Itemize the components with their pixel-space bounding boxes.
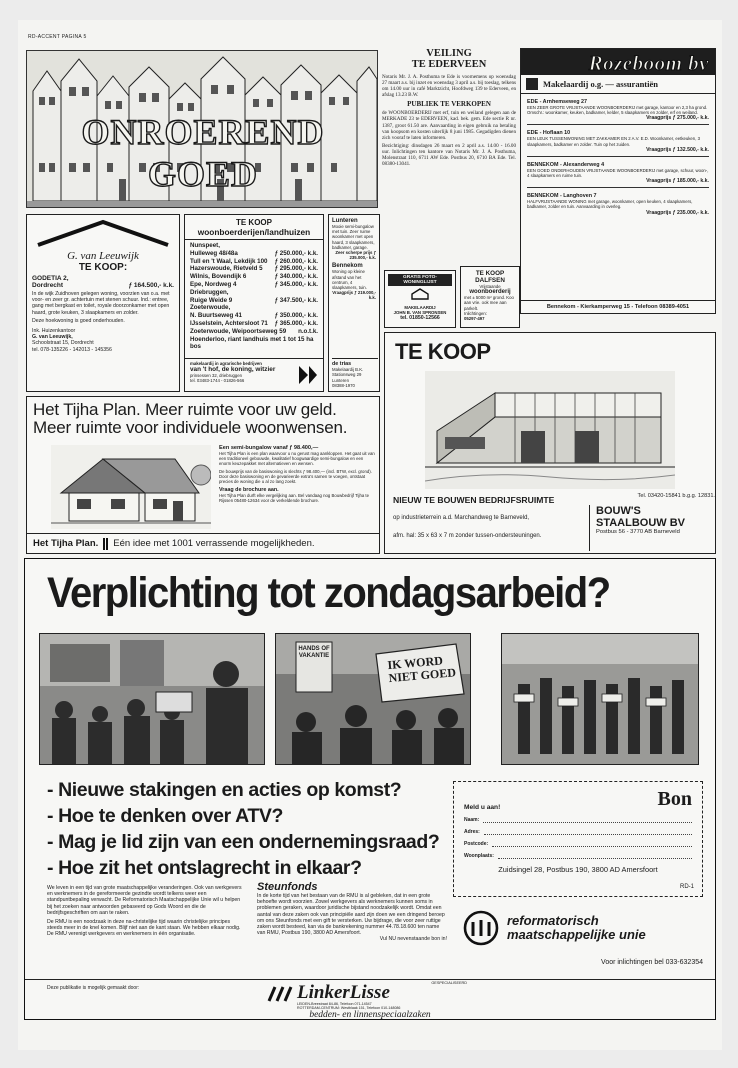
rozeboom-logo-bar (521, 49, 715, 75)
woonboerderijen-agent (185, 358, 323, 391)
van-leeuwijk-address: GODETIA 2, (32, 275, 69, 282)
tijha-plan-ad (26, 396, 380, 554)
veiling-title-1: VEILING (426, 48, 472, 59)
lunteren-price: Zeer scherpe prijs ƒ 235.000,- k.k. (335, 250, 376, 261)
tijha-promo (219, 445, 375, 504)
van-leeuwijk-price: ƒ 164.500,- k.k. (128, 282, 174, 289)
strike-photo-3 (501, 633, 699, 765)
listing-price: Vraagprijs ƒ 132.500,- k.k. (646, 146, 709, 153)
veiling-column (382, 48, 516, 248)
van-leeuwijk-city: Dordrecht (32, 282, 64, 289)
sponsor-tag: GESPECIALISEERD (431, 981, 467, 985)
rmu-headline: Verplichting tot zondagsarbeid? (47, 569, 610, 617)
rmu-ad (24, 558, 716, 1020)
van-leeuwijk-extra: Deze hoekwoning is goed onderhouden. (32, 317, 125, 324)
tijha-promo-title: Een semi-bungalow vanaf ƒ 98.400,— (219, 445, 319, 451)
strike-photo-2 (275, 633, 471, 765)
rmu-questions (47, 777, 439, 881)
tijha-headline (27, 397, 379, 437)
rozeboom-tagline-row (521, 75, 715, 94)
dalfsen-sub: Vrijstaande (479, 284, 501, 289)
listing-title: EDE - Hoflaan 10 (527, 130, 571, 137)
van-leeuwijk-description: In de wijk Zuidhoven gelegen woning, voorzien van o.a. met voor- en zeer gr. achtertuin met stenen schuur. Ind.: entree, gang met bergkast en toilet, royale doorzonkamer met open haard, grote keuken, 3 slaapkamers en zolder. (32, 291, 170, 316)
rmu-question: - Hoe zit het ontslagrecht in elkaar? (47, 857, 362, 879)
onroerend-goed-banner (26, 50, 378, 208)
coupon-postcode-field[interactable]: Postcode: (464, 841, 692, 847)
sponsor-slogan: bedden- en linnenspeciaalzaken (309, 1010, 431, 1020)
dalfsen-heading-2: DALFSEN (475, 277, 505, 284)
coupon-call: Meld u aan! (464, 804, 501, 811)
semi-bungalow-illustration (51, 445, 211, 529)
bouws-staalbouw-ad (384, 332, 716, 554)
bouws-brand-1: BOUW'S (596, 505, 641, 517)
strike-photo-1 (39, 633, 265, 765)
tijha-footer-brand: Het Tijha Plan. (33, 538, 99, 549)
listing-item (527, 193, 709, 215)
dalfsen-ad (460, 266, 520, 328)
list-item: Hulleweg 48/48a ƒ 250.000,- k.k. (190, 249, 318, 257)
coupon-address-field[interactable]: Adres: (464, 829, 692, 835)
listing-price: Vraagprijs ƒ 235.000,- k.k. (646, 209, 709, 216)
lunteren-agent (332, 358, 378, 388)
rmu-org-1: reformatorisch (507, 913, 599, 928)
listing-text: EEN GOED ONDERHOUDEN VRIJSTAANDE WOONBOERDERIJ met garage, schuur, woon-, 4 slaapkamers en ruime tuin. (527, 167, 709, 179)
list-item: Zoeterwoude, Weipoortseweg 59 n.o.t.k. (190, 327, 318, 335)
lunteren-ad (328, 214, 380, 392)
agent-label: makelaardij in agrarische bedrijven (190, 361, 262, 366)
rozeboom-ad (520, 48, 716, 314)
agent-logo-icon (297, 364, 319, 386)
industrial-hall-illustration (425, 371, 675, 489)
house-roof-icon (32, 219, 174, 247)
gratis-foto-tel: tel. 01850-12566 (400, 315, 440, 322)
listing-text: HALFVRIJSTAANDE WONING met garage, woonkamer, open keuken, 4 slaapkamers, badkamer, zolder en tuin. Aanvaarding in overleg. (527, 199, 693, 210)
page-header: RD-ACCENT PAGINA 5 (28, 34, 87, 40)
tijha-footer-slogan: Eén idee met 1001 verrassende mogelijkheden. (113, 538, 315, 549)
coupon-name-field[interactable]: Naam: (464, 817, 692, 823)
listing-title: EDE - Arnhemseweg 27 (527, 99, 588, 105)
dalfsen-heading-1: TE KOOP (475, 270, 505, 277)
tijha-brochure-heading: Vraag de brochure aan. (219, 487, 279, 494)
van-leeuwijk-logo: G. van Leeuwijk (67, 250, 139, 262)
list-item: Tull en 't Waal, Lekdijk 100 ƒ 260.000,- k.k. (190, 257, 318, 265)
list-item: Hoenderloo, riant landhuis met 1 tot 15 ha bos (190, 335, 314, 350)
rozeboom-footer: Bennekom - Kierkamperweg 15 - Telefoon 08389-4051 (521, 300, 715, 313)
dalfsen-kind: woonboerderij (469, 289, 511, 296)
bouws-line-1: op industrieterrein a.d. Marchandweg te Barneveld, (393, 515, 530, 521)
sponsor-name: LinkerLisse (297, 982, 390, 1003)
veiling-description: de WOONBOERDERIJ met erf, tuin en weiland gelegen aan de MERKADE 23 te EDERVEEN, kad. bek. gem. Ede sectie R nr. 1387, groot 61.50 are. Aanvaarding in eigen gebruik na betaling van koopsom en kosten uiterlijk 8 juni 1985. Gegadigden dienen zich vooraf te laten informeren. (382, 110, 516, 141)
list-item: IJsselstein, Achtersloot 71 ƒ 365.000,- k.k. (190, 319, 318, 327)
bouws-brand-2: STAALBOUW BV (596, 517, 686, 529)
lunteren-text: Mooie semi-bungalow met tuin. Zeer ruime woonkamer met open haard, 3 slaapkamers, badkamer, garage. (332, 224, 375, 250)
rozeboom-emblem-icon (526, 78, 538, 90)
rmu-coupon (453, 781, 703, 897)
rmu-info: Voor inlichtingen bel 033-632354 (601, 959, 703, 966)
agent-name: van 't hof, de koning, witzier (190, 366, 276, 374)
office-line: tel. 078-135226 - 142013 - 145356 (32, 346, 112, 353)
tijha-promo-text: Het Tijha Plan is een plan waarvoor u nu gerust mag aankloppen. Het gaat uit van een traditioneel gebouwde, kwalitatief hoogwaardige semi-bungalow en een enorm keuzepakket met alternatieven en wensen. (219, 451, 375, 467)
bennekom-price: Vraagprijs ƒ 219.000,- k.k. (332, 290, 376, 301)
tijha-footer (27, 533, 379, 553)
protest-sign-1: IK WORD NIET GOED (386, 653, 457, 686)
woonboerderijen-heading-2: woonboerderijen/landhuizen (185, 227, 323, 240)
tijha-heading-2: Meer ruimte voor individuele woonwensen. (33, 418, 348, 437)
listing-text: EEN LEUK TUSSENWONING MET ZAKKAMER EN 2 A.V. E.D. Woonkamer, eetkeuken, 3 slaapkamers, badkamer en zolder. Tuin op het zuiden. (527, 136, 700, 147)
coupon-code: RD-1 (679, 884, 694, 890)
listing-item (527, 162, 709, 184)
sponsor-linkerlisse (265, 983, 475, 1019)
agent-tel: tel. 03483-1744 - 01826-566 (190, 378, 245, 384)
bennekom-heading: Bennekom (332, 263, 363, 270)
tijha-heading-1: Het Tijha Plan. Meer ruimte voor uw geld. (33, 400, 337, 419)
van-leeuwijk-ad (26, 214, 180, 392)
veiling-intro: Notaris Mr. J. A. Posthuma te Ede is voornemens op woensdag 27 maart a.s. bij inzet en woensdag 3 april a.s. bij toeslag, telkens om 14.00 uur in café Marktzicht, Hoofdweg 139 te Ederveen, en afslag 13.23 B.W. (382, 74, 516, 99)
list-item: Ruige Weide 9 ƒ 347.500,- k.k. (190, 296, 318, 304)
lunteren-heading: Lunteren (332, 218, 358, 224)
listing-text: EEN ZEER GROTE VRIJSTAANDE WOONBOERDERIJ met garage, kantoor en 2,3 ha grond. Omschr.: woonkamer, keuken, badkamer, kelder, 5 slaapkamers en zolder, erf en weiland. (527, 105, 708, 116)
dalfsen-info: Inlichtingen: (464, 310, 487, 316)
woonboerderijen-ad (184, 214, 324, 392)
listing-title: BENNEKOM - Alexanderweg 4 (527, 161, 605, 168)
gratis-foto-label: GRATIS FOTO-WONINGLIJST (388, 274, 452, 286)
woonboerderijen-list (185, 240, 323, 352)
rmu-body-text: We leven in een tijd van grote maatschappelijke veranderingen. Ook van werkgevers en werknemers in de gereformeerde gezindte wordt telkens weer een standpuntbepaling verwacht. De Reformatorisch Maatschappelijke Unie wil u helpen bij het zoeken naar antwoorden gebaseerd op Gods Woord en die de bedrijfsgeschriften om aan te raken. (47, 885, 242, 916)
bouws-tel: Tel. 03420-15841 b.g.g. 12831. (637, 493, 715, 499)
list-item: Wilnis, Bovendijk 6 ƒ 340.000,- k.k. (190, 273, 318, 281)
protest-sign-2: HANDS OF VAKANTIE (298, 646, 330, 659)
coupon-address: Zuidsingel 28, Postbus 190, 3800 AD Amersfoort (498, 865, 658, 874)
steunfonds-end: Vul NU nevenstaande bon in! (379, 936, 447, 943)
rmu-body (47, 885, 243, 938)
list-item: Nunspeet, (190, 242, 220, 249)
dalfsen-tel: 05297-497 (464, 316, 485, 322)
office-line: G. van Leeuwijk, (32, 334, 73, 341)
van-leeuwijk-heading: TE KOOP: (78, 262, 128, 273)
gratis-foto-agent-2: JOHN B. VAN SPRONSEN (393, 310, 447, 316)
coupon-bon: Bon (657, 788, 692, 810)
listing-title: BENNEKOM - Langhoven 7 (527, 193, 597, 200)
bouws-address: Postbus 56 - 3770 AB Barneveld (596, 529, 680, 535)
rozeboom-tagline: Makelaardij o.g. — assurantiën (543, 79, 658, 89)
steunfonds-text: In de korte tijd van het bestaan van de RMU is al gebleken, dat in een grote behoefte wordt voorzien. Zowel werkgevers als werknemers kunnen soms in problemen geraken, waardoor juridische bijstand noodzakelijk wordt. Omdat een aantal van deze zaken ook van principiële aard zijn doen we een dringend beroep om ons Steunfonds met een gift te versterken. Uw bijdrage, die voor zeer ruttige zaken wordt besteed, kan via de bankrekening nummer 44.78.18.600 ten name van RMU, Postbus 190, 3800 AD Amersfoort. (257, 893, 445, 937)
steunfonds-heading: Steunfonds (257, 881, 318, 893)
dalfsen-text: met ± 5000 m² grond. Koo aan vrie. ook mee aan parkelt. (464, 295, 514, 311)
gratis-foto-agent-1: MAKELAARDIJ (404, 305, 436, 310)
rmu-emblem-icon (463, 910, 499, 946)
sponsor-line-2: ROTTERDAM-CENTRUM: Westblaak 151, Telefoon 010-148086 (297, 1006, 401, 1010)
listing-price: Vraagprijs ƒ 185.000,- k.k. (646, 178, 709, 185)
newspaper-page (18, 20, 722, 1050)
van-leeuwijk-price-row (32, 282, 174, 289)
rmu-logo-text (507, 914, 646, 942)
lunteren-agent-name: Makelaardij B.K. Stationsweg 29 Lunteren (332, 367, 364, 383)
rmu-logo (463, 907, 703, 949)
tijha-promo-text-2: De bouwprijs van de basiswoning is slechts ƒ 98.400,— (incl. BTW, excl. grond). Door deze basiswoning en de gevarieerde extra's samen te voegen, ontstaat precies de woning die u al zo lang zoekt. (219, 468, 372, 485)
list-item: Epe, Nordweg 4 ƒ 345.000,- k.k. (190, 280, 318, 288)
sponsor-logo-icon (265, 985, 293, 1003)
list-item: Driebruggen, (190, 288, 229, 296)
rmu-question: - Hoe te denken over ATV? (47, 805, 283, 827)
gratis-foto-ad (384, 270, 456, 328)
van-leeuwijk-office (32, 328, 174, 353)
coupon-header (464, 788, 692, 811)
rmu-question: - Nieuwe stakingen en acties op komst? (47, 779, 402, 801)
office-line: Ink. Huizenkantoor (32, 328, 76, 335)
list-item: Zoeterwoude, (190, 304, 231, 312)
trias-logo: de trias (332, 361, 352, 368)
rmu-question: - Mag je lid zijn van een ondernemingsraad? (47, 831, 440, 853)
bouws-caption: NIEUW TE BOUWEN BEDRIJFSRUIMTE (393, 495, 555, 505)
house-icon (410, 288, 430, 300)
veiling-contact: Bezichtiging: dinsdagen 26 maart en 2 april a.s. 14.00 - 16.00 uur. Inlichtingen ten kantore van Notaris Mr. J. A. Posthuma, Molenstraat 110, 6711 AW Ede. Postbus 20, 6710 BA Ede. Tel. 08380-13041. (382, 142, 516, 168)
rozeboom-brand: Rozeboom bv (588, 51, 709, 75)
listing-item (527, 99, 709, 121)
veiling-title-2: TE EDERVEEN (411, 59, 487, 70)
bouws-brand-box (589, 505, 713, 551)
rozeboom-listings (521, 99, 715, 216)
listing-price: Vraagprijs ƒ 275.000,- k.k. (646, 115, 709, 122)
bouws-line-2: afm. hal: 35 x 63 x 7 m zonder tussen-ondersteuningen. (393, 533, 542, 539)
banner-title: ONROEREND GOED (81, 112, 325, 194)
woonboerderijen-heading-1: TE KOOP (235, 218, 272, 227)
veiling-subheading: PUBLIEK TE VERKOPEN (407, 100, 491, 109)
bennekom-text: Woning op kleine afstand van het centrum, 4 slaapkamers, tuin. (332, 269, 367, 291)
agent-address: prinsessen 32, driebruggen (190, 373, 243, 379)
list-item: Hazerswoude, Rietveld 5 ƒ 295.000,- k.k. (190, 265, 318, 273)
rmu-org-2: maatschappelijke unie (507, 927, 646, 942)
sponsor-note: Deze publikatie is mogelijk gemaakt door: (47, 985, 140, 991)
rmu-steunfonds (257, 881, 447, 943)
tijha-brochure-text: Het Tijha Plan durft elke vergelijking aan. Bel vandaag nog Bouwbedrijf Tijha te Rijssen 05480-12634 voor de verkeldende brochure. (219, 493, 370, 504)
bouws-heading: TE KOOP (395, 339, 491, 364)
lunteren-agent-tel: 08388-1970 (332, 382, 355, 388)
sponsor-line-1: LEIDEN-Breestraat 84-86, Telefoon 071-14547 (297, 1002, 372, 1006)
tijha-logo-icon (103, 538, 108, 550)
listing-item (527, 130, 709, 152)
list-item: N. Buurtseweg 41 ƒ 350.000,- k.k. (190, 312, 318, 320)
rmu-body-text-2: De RMU is een noodzaak in deze na-christelijke tijd waarin christelijke principes steeds meer in de knel komen. Blijf niet aan de kant staan. We hebben elkaar nodig. De RMU verenigt werkgevers en werknemers in één organisatie. (47, 919, 241, 938)
coupon-city-field[interactable]: Woonplaats: (464, 853, 692, 859)
office-line: Schoolstraat 15, Dordrecht (32, 340, 94, 347)
